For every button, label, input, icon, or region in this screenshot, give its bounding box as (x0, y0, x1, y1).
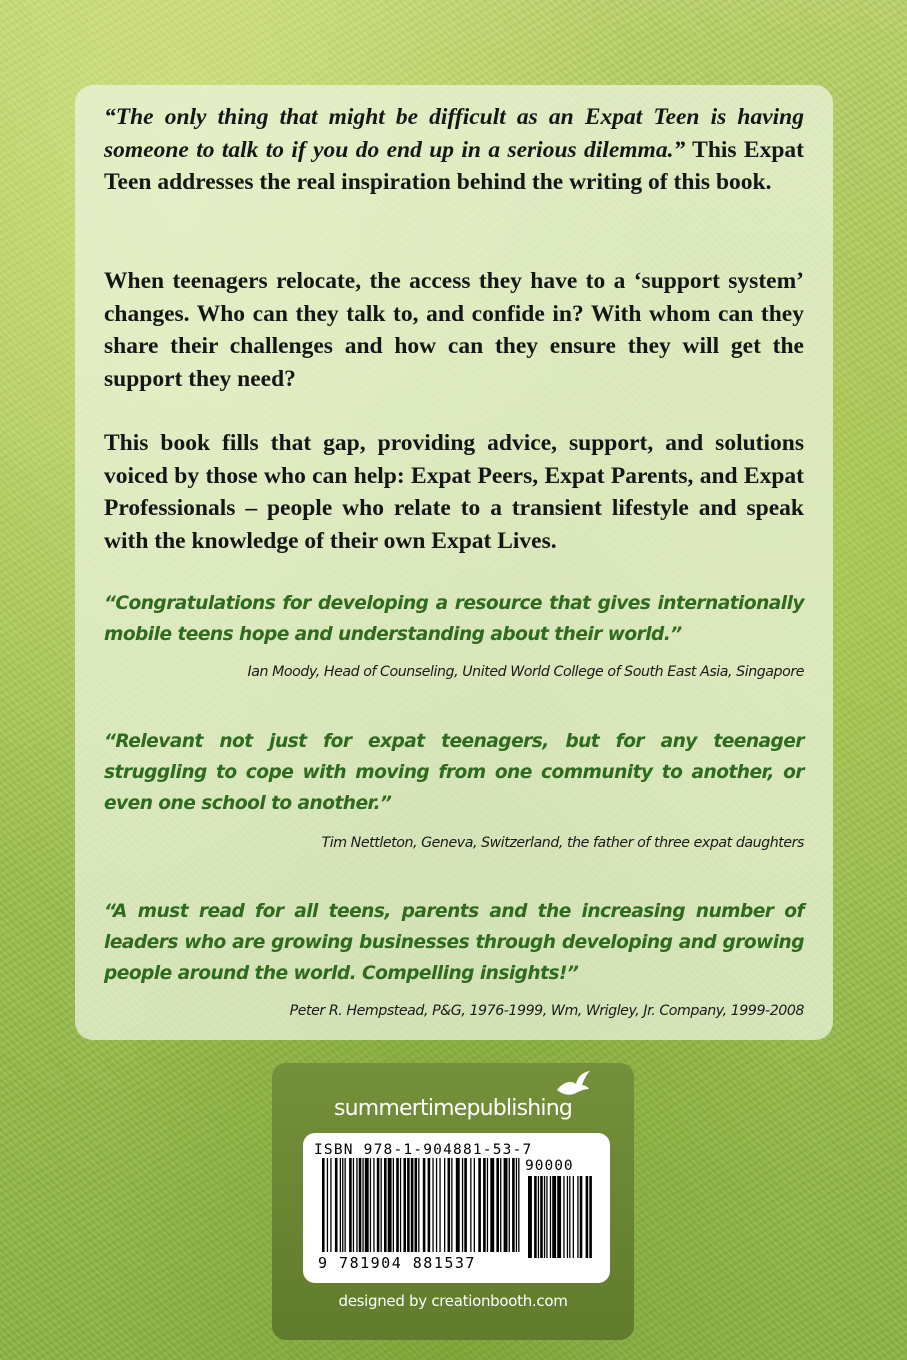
barcode-bar (490, 1158, 494, 1252)
barcode-bar (415, 1158, 418, 1252)
barcode-bar (496, 1158, 499, 1252)
barcode-bar (456, 1158, 460, 1252)
designer-credit: designed by creationbooth.com (338, 1292, 568, 1310)
barcode-bar (474, 1158, 475, 1252)
ean-digits: 9 781904 881537 (318, 1254, 476, 1272)
barcode-bar (504, 1158, 508, 1252)
barcode-bar (451, 1158, 452, 1252)
barcode-bar (423, 1158, 426, 1252)
barcode-bar (563, 1176, 564, 1258)
price-addon-code: 90000 (525, 1158, 574, 1174)
barcode-bar (393, 1158, 394, 1252)
barcode-bar (483, 1158, 486, 1252)
barcode-bar (487, 1158, 488, 1252)
barcode-bar (448, 1158, 451, 1252)
barcode-bar (330, 1158, 331, 1252)
barcode-bar (362, 1158, 363, 1252)
barcode-bar (534, 1176, 537, 1258)
barcode-bar (335, 1158, 338, 1252)
barcode-bar (538, 1176, 539, 1258)
barcode-bar (540, 1176, 543, 1258)
barcode-bar (373, 1158, 374, 1252)
barcode-bar (518, 1158, 519, 1252)
barcode-bar (381, 1158, 382, 1252)
barcode-bar (345, 1158, 346, 1252)
barcode-bar (589, 1176, 592, 1258)
publisher-name: summertimepublishing (333, 1096, 573, 1121)
barcode-bar (439, 1158, 440, 1252)
barcode-bar (557, 1176, 561, 1258)
barcode-bar (377, 1158, 380, 1252)
barcode-bar (546, 1176, 547, 1258)
barcode-bar (353, 1158, 354, 1252)
opening-quote-follow: This Expat Teen addresses the real inspiration behind the writing of this book. (104, 136, 804, 195)
barcode-bar (500, 1158, 501, 1252)
barcode-bar (478, 1158, 481, 1252)
barcode-bar (573, 1176, 574, 1258)
barcode-bar (462, 1158, 463, 1252)
barcode-bar (428, 1158, 431, 1252)
barcode-bar (544, 1176, 545, 1258)
endorsement-quote-3: “A must read for all teens, parents and the increasing number of leaders who are growing businesses through developing and growing people around the world. Compelling insights!” (104, 901, 804, 984)
endorsement-quote-2: “Relevant not just for expat teenagers, but for any teenager struggling to cope with moving from one community to another, or even one school to another.” (104, 731, 804, 814)
endorsement-quote-1: “Congratulations for developing a resource that gives internationally mobile teens hope and understanding about their world.” (104, 593, 804, 645)
barcode-bar (356, 1158, 357, 1252)
barcode-bar (322, 1158, 325, 1252)
barcode-bar (516, 1158, 517, 1252)
opening-quote: “The only thing that might be difficult as an Expat Teen is having someone to talk to if you do end up in a serious dilemma.” (104, 104, 804, 163)
barcode-bar (470, 1158, 471, 1252)
barcode-bar (464, 1158, 467, 1252)
blurb-paragraph-3: This book fills that gap, providing advice, support, and solutions voiced by those who can help: Expat Peers, Expat Parents, and Expat Professionals – people who relate to a transient lifestyle and speak with the knowledge of their own Expat Lives. (104, 430, 804, 554)
barcode-bar (384, 1158, 387, 1252)
endorsement-attribution-1: Ian Moody, Head of Counseling, United World College of South East Asia, Singapore (247, 664, 804, 680)
barcode-bar (349, 1158, 352, 1252)
barcode-bar (432, 1158, 433, 1252)
blurb-paragraph-2: When teenagers relocate, the access they have to a ‘support system’ changes. Who can they talk to, and confide in? With whom can they share their challenges and how can they ensure they will get the support they need? (104, 268, 804, 392)
barcode-bar (436, 1158, 437, 1252)
barcode-bar (418, 1158, 419, 1252)
barcode-bar (400, 1158, 401, 1252)
barcode-bar (370, 1158, 371, 1252)
endorsement-attribution-3: Peter R. Hempstead, P&G, 1976-1999, Wm, Wrigley, Jr. Company, 1999-2008 (289, 1003, 804, 1019)
barcode-bar (580, 1176, 583, 1258)
barcode-bar (327, 1158, 328, 1252)
barcode-bar (340, 1158, 341, 1252)
barcode-bar (396, 1158, 399, 1252)
endorsement-attribution-2: Tim Nettleton, Geneva, Switzerland, the father of three expat daughters (321, 835, 804, 851)
barcode-bar (388, 1158, 392, 1252)
barcode-bar (509, 1158, 510, 1252)
blurb-paragraph-1 (104, 101, 804, 199)
barcode-bar (550, 1176, 551, 1258)
barcode-bar (407, 1158, 410, 1252)
barcode-bar (359, 1158, 362, 1252)
barcode-bar (567, 1176, 568, 1258)
barcode-bar (444, 1158, 445, 1252)
barcode-bar (365, 1158, 369, 1252)
barcode-bar (403, 1158, 406, 1252)
barcode-bar (586, 1176, 589, 1258)
barcode-bar (552, 1176, 556, 1258)
barcode-bar (577, 1176, 578, 1258)
barcode-bar (512, 1158, 515, 1252)
barcode-bar (342, 1158, 343, 1252)
barcode-bar (411, 1158, 414, 1252)
barcode-bar (528, 1176, 532, 1258)
barcode (320, 1158, 595, 1258)
barcode-bar (569, 1176, 570, 1258)
isbn-label: ISBN 978-1-904881-53-7 (314, 1142, 533, 1158)
